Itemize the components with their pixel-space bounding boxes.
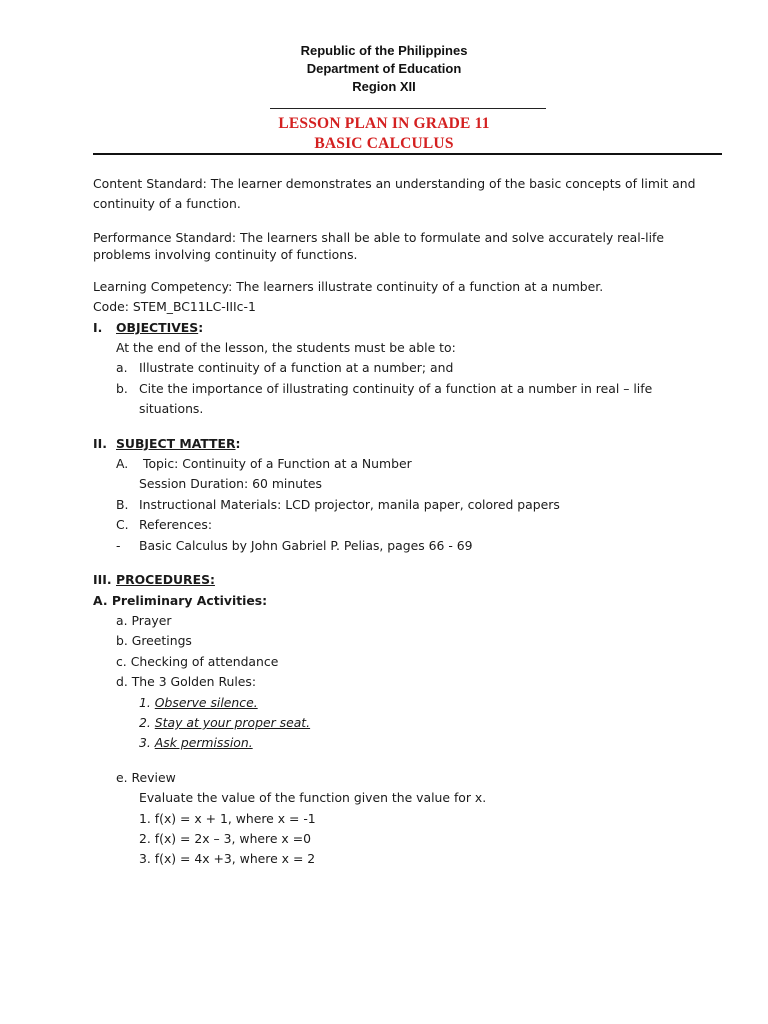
golden-rule bbox=[93, 713, 723, 733]
item-label: b. bbox=[116, 380, 128, 396]
procedures-heading bbox=[93, 570, 723, 590]
subject-title: BASIC CALCULUS bbox=[314, 135, 454, 152]
review-problem: 3. f(x) = 4x +3, where x = 2 bbox=[139, 851, 316, 867]
rule-number: 1. bbox=[139, 694, 151, 710]
rule-text: Ask permission. bbox=[154, 735, 253, 751]
review-instruction: Evaluate the value of the function given the value for x. bbox=[139, 790, 487, 806]
review-problem: 1. f(x) = x + 1, where x = -1 bbox=[139, 810, 316, 826]
item-label: C. bbox=[116, 517, 129, 533]
title-divider bbox=[93, 153, 722, 155]
title-block bbox=[0, 114, 768, 154]
activity-item: c. Checking of attendance bbox=[116, 653, 279, 669]
review-problem: 2. f(x) = 2x – 3, where x =0 bbox=[139, 830, 311, 846]
rule-number: 3. bbox=[139, 735, 151, 751]
item-label: A. bbox=[116, 456, 129, 472]
performance-standard: Performance Standard: The learners shall be able to formulate and solve accurately real-life problems involving continuity of functions. bbox=[93, 229, 665, 262]
content-standard: Content Standard: The learner demonstrates an understanding of the basic concepts of limit and continuity of a function. bbox=[93, 176, 696, 212]
objectives-intro: At the end of the lesson, the students must be able to: bbox=[116, 340, 456, 356]
section-numeral: I. bbox=[93, 319, 103, 335]
competency-code: Code: STEM_BC11LC-IIIc-1 bbox=[93, 299, 256, 315]
section-numeral: III. bbox=[93, 572, 112, 588]
rule-text: Stay at your proper seat. bbox=[154, 714, 311, 730]
country-line: Republic of the Philippines bbox=[300, 43, 468, 58]
learning-competency: Learning Competency: The learners illustrate continuity of a function at a number. bbox=[93, 278, 604, 294]
item-text: Illustrate continuity of a function at a number; and bbox=[139, 360, 454, 376]
session-duration: Session Duration: 60 minutes bbox=[139, 476, 323, 492]
activity-item: b. Greetings bbox=[116, 633, 192, 649]
header-divider bbox=[270, 108, 546, 109]
preliminary-activities-heading: A. Preliminary Activities: bbox=[93, 592, 268, 608]
activity-item: d. The 3 Golden Rules: bbox=[116, 674, 257, 690]
document-body bbox=[93, 174, 723, 870]
references-item bbox=[93, 515, 723, 535]
subject-matter-heading: II. SUBJECT MATTER: bbox=[93, 434, 723, 454]
item-text: Topic: Continuity of a Function at a Number bbox=[143, 456, 412, 472]
review-item: e. Review bbox=[116, 769, 176, 785]
topic-item bbox=[93, 454, 723, 474]
rule-text: Observe silence. bbox=[154, 694, 258, 710]
item-text: Cite the importance of illustrating continuity of a function at a number in real – life bbox=[139, 380, 653, 396]
item-text: Basic Calculus by John Gabriel P. Pelias, pages 66 - 69 bbox=[139, 537, 473, 553]
golden-rule bbox=[93, 733, 723, 753]
item-text: References: bbox=[139, 517, 213, 533]
item-label: a. bbox=[116, 360, 128, 376]
item-text: Instructional Materials: LCD projector, manila paper, colored papers bbox=[139, 496, 560, 512]
objectives-heading: I. OBJECTIVES: bbox=[93, 318, 723, 338]
rule-number: 2. bbox=[139, 714, 151, 730]
objective-item bbox=[93, 379, 723, 399]
reference-entry bbox=[93, 536, 723, 556]
department-line: Department of Education bbox=[306, 61, 462, 76]
document-header bbox=[0, 42, 768, 96]
lesson-plan-title: LESSON PLAN IN GRADE 11 bbox=[278, 115, 490, 132]
golden-rule bbox=[93, 693, 723, 713]
objective-item bbox=[93, 358, 723, 378]
region-line: Region XII bbox=[352, 79, 416, 94]
section-title: PROCEDURES: bbox=[116, 572, 215, 588]
item-label: B. bbox=[116, 496, 129, 512]
section-title: OBJECTIVES bbox=[116, 319, 199, 335]
section-numeral: II. bbox=[93, 435, 107, 451]
section-title: SUBJECT MATTER bbox=[116, 435, 236, 451]
activity-item: a. Prayer bbox=[116, 612, 172, 628]
materials-item bbox=[93, 495, 723, 515]
item-label: - bbox=[116, 537, 121, 553]
objective-item-continuation: situations. bbox=[139, 401, 204, 417]
